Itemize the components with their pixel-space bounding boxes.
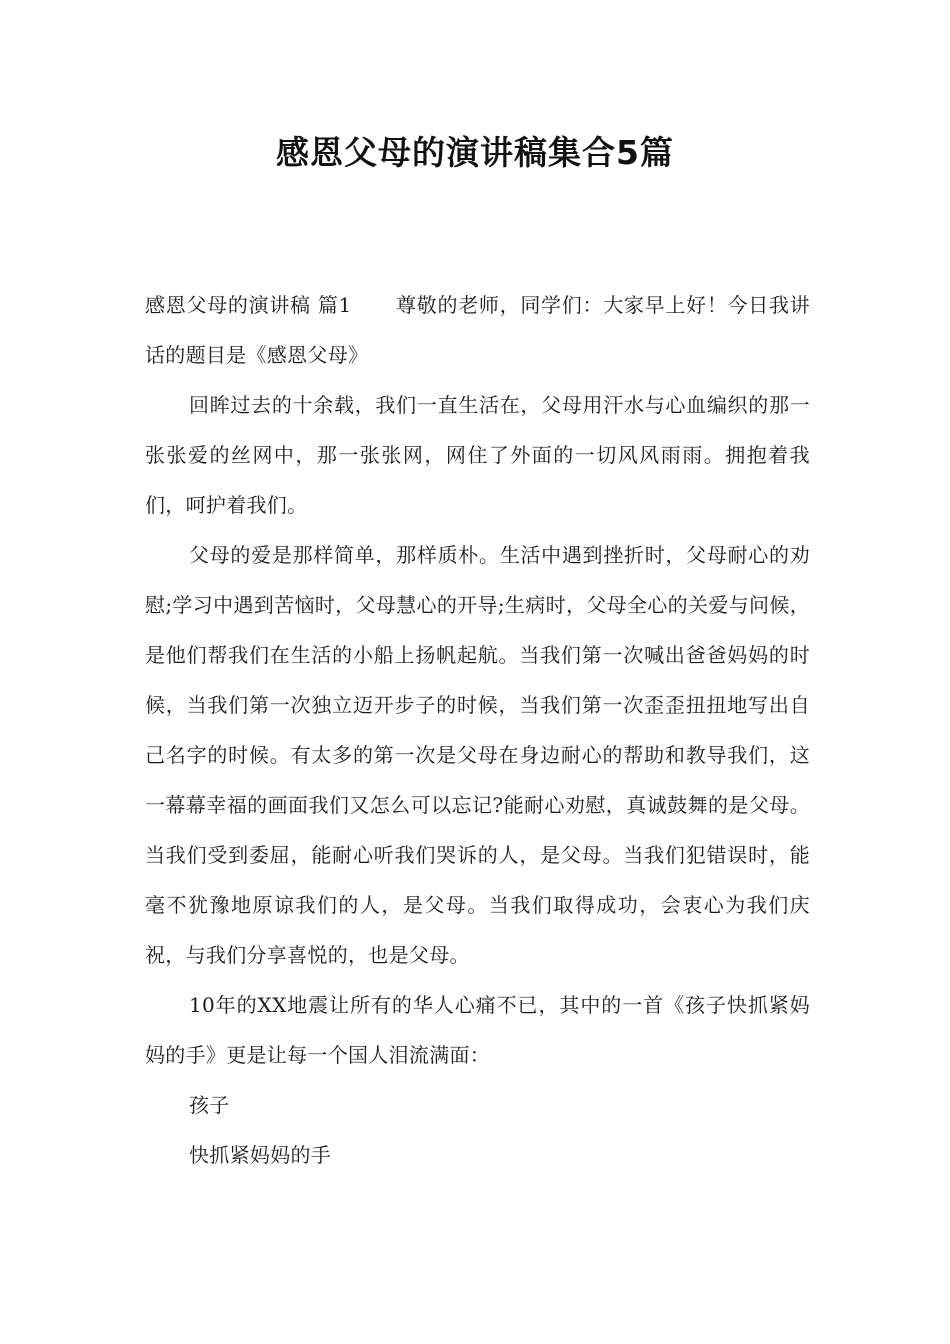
intro-paragraph bbox=[145, 280, 810, 380]
intro-text: 尊敬的老师，同学们：大家早上好！今日我讲话的题目是《感恩父母》 bbox=[145, 293, 810, 367]
document-title: 感恩父母的演讲稿集合5篇 bbox=[276, 133, 674, 172]
section-heading: 感恩父母的演讲稿 篇1 bbox=[145, 293, 352, 317]
poem-line: 孩子 bbox=[189, 1093, 230, 1117]
document-body bbox=[145, 280, 810, 1180]
poem-line: 快抓紧妈妈的手 bbox=[189, 1143, 332, 1167]
paragraph: 回眸过去的十余载，我们一直生活在，父母用汗水与心血编织的那一张张爱的丝网中，那一张张网，网住了外面的一切风风雨雨。拥抱着我们，呵护着我们。 bbox=[145, 393, 810, 517]
paragraph: 10年的XX地震让所有的华人心痛不已，其中的一首《孩子快抓紧妈妈的手》更是让每一个国人泪流满面： bbox=[145, 993, 810, 1067]
paragraph: 父母的爱是那样简单，那样质朴。生活中遇到挫折时，父母耐心的劝慰;学习中遇到苦恼时，父母慧心的开导;生病时，父母全心的关爱与问候，是他们帮我们在生活的小船上扬帆起航。当我们第一次喊出爸爸妈妈的时候，当我们第一次独立迈开步子的时候，当我们第一次歪歪扭扭地写出自己名字的时候。有太多的第一次是父母在身边耐心的帮助和教导我们，这一幕幕幸福的画面我们又怎么可以忘记?能耐心劝慰，真诚鼓舞的是父母。当我们受到委屈，能耐心听我们哭诉的人，是父母。当我们犯错误时，能毫不犹豫地原谅我们的人，是父母。当我们取得成功，会衷心为我们庆祝，与我们分享喜悦的，也是父母。 bbox=[145, 543, 810, 967]
